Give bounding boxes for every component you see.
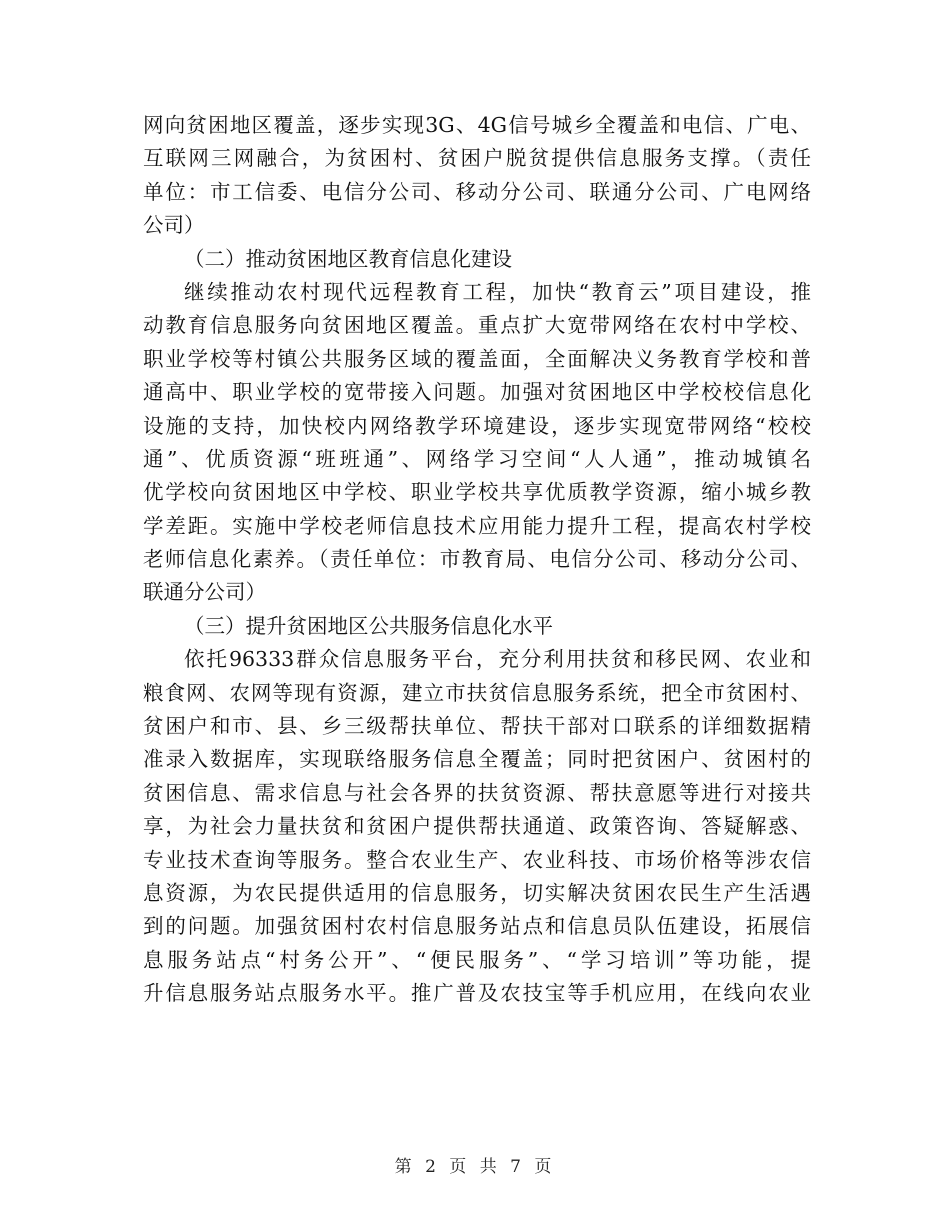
body-text-line: 准录入数据库，实现联络服务信息全覆盖；同时把贫困户、贫困村的 [143, 747, 811, 772]
body-text-line: 联通分公司） [143, 580, 266, 605]
body-text-line: 网向贫困地区覆盖，逐步实现3G、4G信号城乡全覆盖和电信、广电、 [143, 113, 811, 137]
body-text-line: 贫困信息、需求信息与社会各界的扶贫资源、帮扶意愿等进行对接共 [143, 780, 811, 805]
body-text-line: 专业技术查询等服务。整合农业生产、农业科技、市场价格等涉农信 [143, 847, 811, 872]
body-text-line: 到的问题。加强贫困村农村信息服务站点和信息员队伍建设，拓展信 [143, 914, 811, 939]
body-text-line: 粮食网、农网等现有资源，建立市扶贫信息服务系统，把全市贫困村、 [143, 680, 811, 705]
body-text-line: 老师信息化素养。（责任单位：市教育局、电信分公司、移动分公司、 [143, 547, 811, 572]
body-text-line: 单位：市工信委、电信分公司、移动分公司、联通分公司、广电网络 [143, 179, 811, 204]
body-text-line: 通高中、职业学校的宽带接入问题。加强对贫困地区中学校校信息化 [143, 380, 811, 405]
document-body [143, 109, 811, 1011]
body-text-line: 息资源，为农民提供适用的信息服务，切实解决贫困农民生产生活遇 [143, 880, 811, 905]
body-text-line: 升信息服务站点服务水平。推广普及农技宝等手机应用，在线向农业 [143, 981, 811, 1006]
body-text-line: 依托96333群众信息服务平台，充分利用扶贫和移民网、农业和 [184, 647, 811, 672]
body-text-line: 继续推动农村现代远程教育工程，加快“教育云”项目建设，推 [184, 279, 811, 304]
body-text-line: 互联网三网融合，为贫困村、贫困户脱贫提供信息服务支撑。（责任 [143, 146, 811, 171]
page-number-footer: 第 2 页 共 7 页 [394, 1157, 556, 1177]
body-text-line: 优学校向贫困地区中学校、职业学校共享优质教学资源，缩小城乡教 [143, 480, 811, 505]
section-heading: （二）推动贫困地区教育信息化建设 [184, 246, 512, 271]
body-text-line: 通”、优质资源“班班通”、网络学习空间“人人通”，推动城镇名 [143, 446, 811, 471]
body-text-line: 公司） [143, 213, 205, 238]
body-text-line: 享，为社会力量扶贫和贫困户提供帮扶通道、政策咨询、答疑解惑、 [143, 814, 811, 839]
body-text-line: 动教育信息服务向贫困地区覆盖。重点扩大宽带网络在农村中学校、 [143, 313, 811, 338]
section-heading: （三）提升贫困地区公共服务信息化水平 [184, 613, 553, 638]
body-text-line: 设施的支持，加快校内网络教学环境建设，逐步实现宽带网络“校校 [143, 413, 811, 438]
body-text-line: 学差距。实施中学校老师信息技术应用能力提升工程，提高农村学校 [143, 513, 811, 538]
body-text-line: 职业学校等村镇公共服务区域的覆盖面，全面解决义务教育学校和普 [143, 346, 811, 371]
body-text-line: 息服务站点“村务公开”、“便民服务”、“学习培训”等功能，提 [143, 947, 811, 972]
body-text-line: 贫困户和市、县、乡三级帮扶单位、帮扶干部对口联系的详细数据精 [143, 714, 811, 739]
